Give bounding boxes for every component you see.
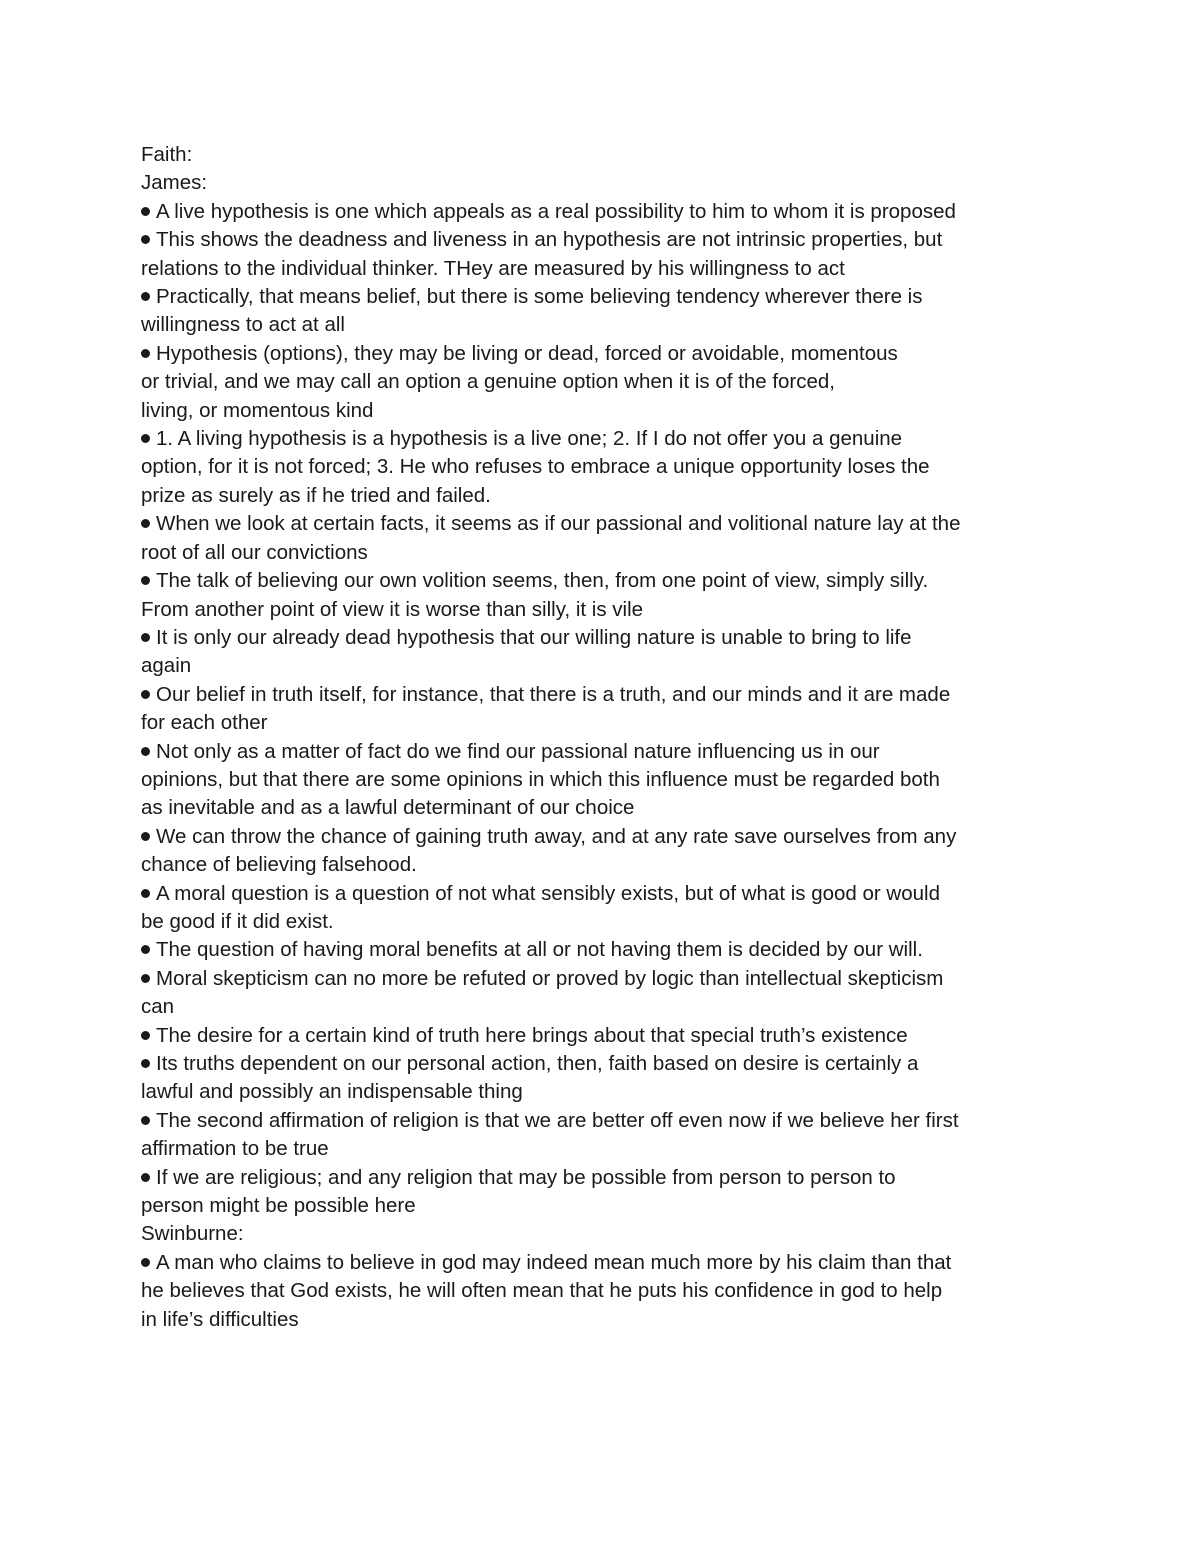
list-item-line [141,1249,1021,1277]
list-item-text: Hypothesis (options), they may be living or dead, forced or avoidable, momentous [156,341,898,365]
list-item [141,567,1021,624]
bullet-dot-icon [141,1258,150,1267]
list-item-text: he believes that God exists, he will often mean that he puts his confidence in god to help [141,1279,943,1303]
bullet-dot-icon [141,1173,150,1182]
document-body [141,169,1021,1334]
list-item-text: affirmation to be true [141,1137,329,1161]
list-item-line [141,624,1021,652]
list-item-text: option, for it is not forced; 3. He who refuses to embrace a unique opportunity loses the [141,455,930,479]
list-item-text: for each other [141,711,268,735]
list-item-text: When we look at certain facts, it seems as if our passional and volitional nature lay at the [156,512,961,536]
list-item-line [141,908,1021,936]
list-item [141,624,1021,681]
bullet-dot-icon [141,974,150,983]
list-item [141,1164,1021,1221]
list-item [141,823,1021,880]
bullet-dot-icon [141,1116,150,1125]
list-item-text: willingness to act at all [141,313,345,337]
list-item-text: The second affirmation of religion is that we are better off even now if we believe her first [156,1108,959,1132]
list-item-text: A moral question is a question of not what sensibly exists, but of what is good or would [156,881,940,905]
bullet-dot-icon [141,747,150,756]
list-item-line [141,965,1021,993]
list-item-text: root of all our convictions [141,540,368,564]
list-item-line [141,198,1021,226]
list-item-text: Our belief in truth itself, for instance, that there is a truth, and our minds and it are made [156,682,951,706]
list-item [141,936,1021,964]
list-item-text: relations to the individual thinker. THey are measured by his willingness to act [141,256,845,280]
list-item-line [141,425,1021,453]
list-item-line [141,681,1021,709]
list-item-line [141,596,1021,624]
list-item-text: A man who claims to believe in god may indeed mean much more by his claim than that [156,1250,952,1274]
list-item-line [141,368,1021,396]
list-item-text: or trivial, and we may call an option a genuine option when it is of the forced, [141,370,835,394]
list-item [141,510,1021,567]
bullet-dot-icon [141,633,150,642]
list-item-text: Practically, that means belief, but there is some believing tendency wherever there is [156,285,923,309]
list-item-line [141,510,1021,538]
list-item-text: Not only as a matter of fact do we find our passional nature influencing us in our [156,739,880,763]
list-item-text: as inevitable and as a lawful determinant of our choice [141,796,635,820]
list-item-line [141,851,1021,879]
list-item-line [141,652,1021,680]
list-item-line [141,340,1021,368]
list-item-text: The desire for a certain kind of truth here brings about that special truth’s existence [156,1023,908,1047]
list-item-text: living, or momentous kind [141,398,374,422]
list-item-line [141,1277,1021,1305]
list-item [141,880,1021,937]
bullet-dot-icon [141,235,150,244]
list-item-text: lawful and possibly an indispensable thing [141,1080,523,1104]
list-item-line [141,936,1021,964]
list-item [141,1107,1021,1164]
list-item-line [141,1107,1021,1135]
list-item [141,965,1021,1022]
list-item-text: prize as surely as if he tried and failed. [141,483,491,507]
bullet-dot-icon [141,889,150,898]
list-item-text: again [141,654,192,678]
document-title: Faith: [141,143,193,166]
list-item-text: The question of having moral benefits at all or not having them is decided by our will. [156,938,923,962]
list-item-text: If we are religious; and any religion that may be possible from person to person to [156,1165,896,1189]
section-heading: James: [141,171,208,195]
bullet-dot-icon [141,434,150,443]
list-item-text: be good if it did exist. [141,909,334,933]
list-item-line [141,397,1021,425]
list-item-text: From another point of view it is worse than silly, it is vile [141,597,644,621]
list-item-line [141,738,1021,766]
list-item [141,681,1021,738]
list-item-text: person might be possible here [141,1194,416,1218]
list-item-line [141,311,1021,339]
bullet-dot-icon [141,207,150,216]
list-item-text: This shows the deadness and liveness in an hypothesis are not intrinsic properties, but [156,228,943,252]
list-item-text: 1. A living hypothesis is a hypothesis is a live one; 2. If I do not offer you a genuine [156,427,903,451]
list-item [141,283,1021,340]
list-item-text: Moral skepticism can no more be refuted or proved by logic than intellectual skepticism [156,966,944,990]
list-item-line [141,482,1021,510]
document-page [141,141,1021,1334]
list-item-line [141,453,1021,481]
list-item-text: The talk of believing our own volition seems, then, from one point of view, simply silly. [156,569,929,593]
list-item [141,226,1021,283]
bullet-dot-icon [141,1031,150,1040]
list-item-line [141,1164,1021,1192]
list-item-text: chance of believing falsehood. [141,853,417,877]
list-item-line [141,709,1021,737]
bullet-dot-icon [141,292,150,301]
list-item [141,340,1021,425]
list-item-line [141,1192,1021,1220]
list-item-text: We can throw the chance of gaining truth away, and at any rate save ourselves from any [156,824,957,848]
bullet-dot-icon [141,519,150,528]
bullet-dot-icon [141,945,150,954]
list-item-text: A live hypothesis is one which appeals as a real possibility to him to whom it is proposed [156,199,956,223]
list-item-line [141,539,1021,567]
list-item [141,738,1021,823]
list-item-line [141,1078,1021,1106]
list-item [141,425,1021,510]
list-item-line [141,1135,1021,1163]
list-item-line [141,794,1021,822]
list-item [141,1050,1021,1107]
list-item-line [141,1050,1021,1078]
list-item-line [141,226,1021,254]
list-item-line [141,1306,1021,1334]
list-item-line [141,880,1021,908]
list-item-text: opinions, but that there are some opinions in which this influence must be regarded both [141,767,940,791]
list-item [141,1249,1021,1334]
bullet-dot-icon [141,349,150,358]
bullet-dot-icon [141,1059,150,1068]
list-item-text: in life’s difficulties [141,1307,299,1331]
list-item [141,1022,1021,1050]
list-item-text: can [141,995,175,1019]
bullet-dot-icon [141,832,150,841]
bullet-dot-icon [141,690,150,699]
list-item-text: It is only our already dead hypothesis that our willing nature is unable to bring to life [156,625,912,649]
section-heading: Swinburne: [141,1222,244,1246]
list-item-line [141,1022,1021,1050]
list-item-line [141,993,1021,1021]
list-item-line [141,283,1021,311]
list-item-line [141,567,1021,595]
list-item-text: Its truths dependent on our personal action, then, faith based on desire is certainly a [156,1052,919,1075]
bullet-dot-icon [141,576,150,585]
list-item-line [141,823,1021,851]
list-item [141,198,1021,226]
list-item-line [141,766,1021,794]
list-item-line [141,255,1021,283]
